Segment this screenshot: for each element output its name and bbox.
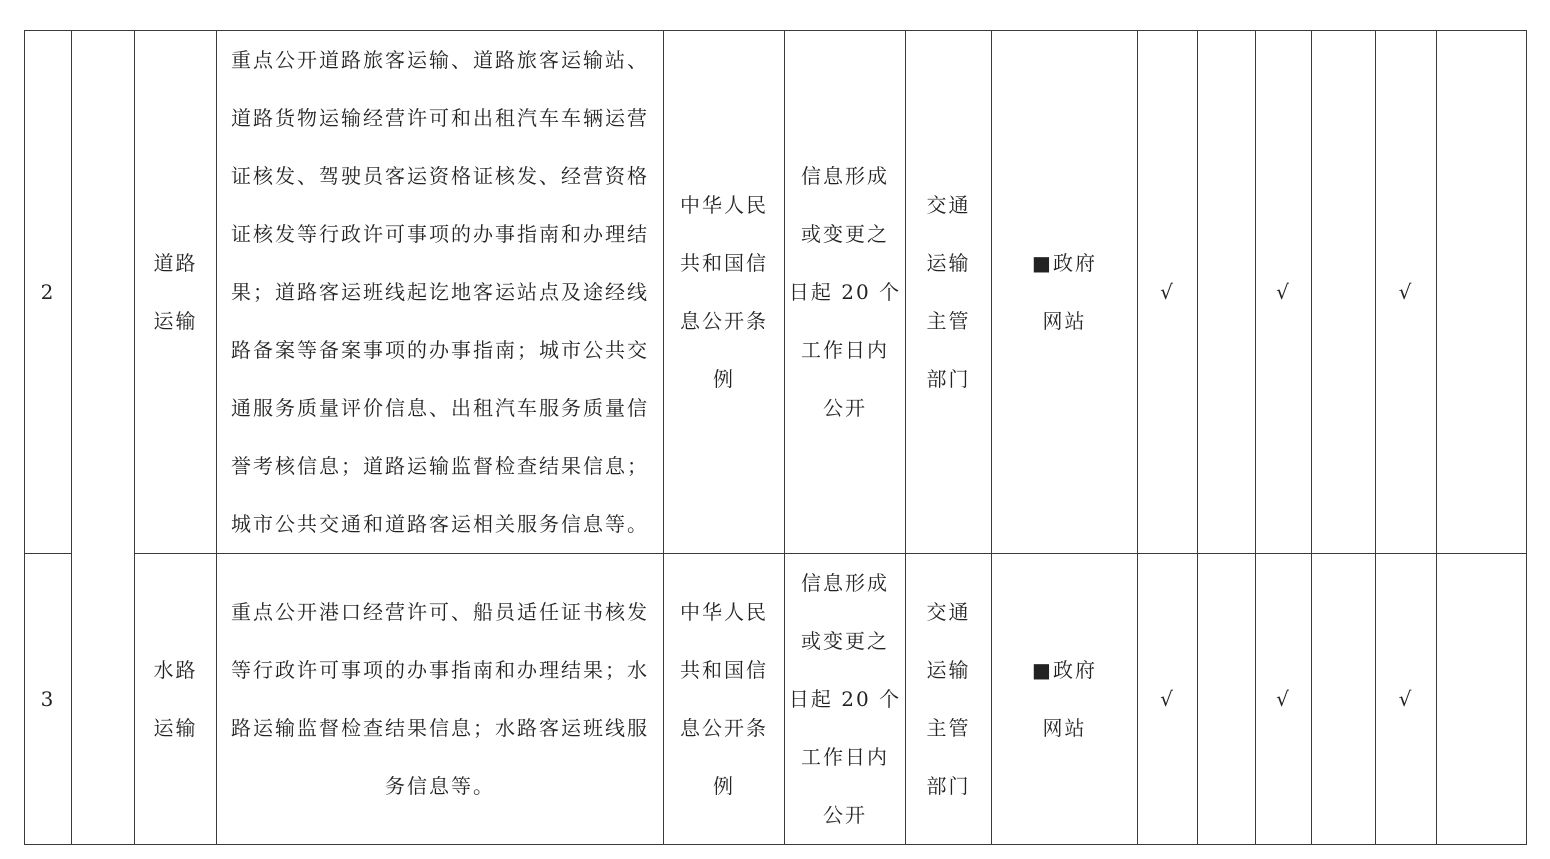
basis-cell — [664, 554, 785, 845]
channel-cell — [992, 31, 1138, 554]
content-line: 果；道路客运班线起讫地客运站点及途经线 — [231, 280, 649, 304]
basis-line: 中华人民 — [680, 193, 768, 217]
check-cell — [1198, 554, 1256, 845]
check-cell: √ — [1138, 31, 1198, 554]
content-line: 路运输监督检查结果信息；水路客运班线服 — [231, 716, 649, 740]
content-line: 务信息等。 — [385, 774, 495, 798]
check-cell — [1437, 554, 1527, 845]
basis-line: 息公开条 — [680, 309, 768, 333]
channel-line: ■政府 — [1032, 658, 1097, 682]
merged-blank-cell — [72, 31, 135, 845]
subject-line: 运输 — [926, 658, 971, 682]
content-line: 重点公开港口经营许可、船员适任证书核发 — [231, 600, 649, 624]
subject-line: 交通 — [926, 193, 971, 217]
time-line: 公开 — [823, 396, 867, 420]
basis-line: 共和国信 — [680, 251, 768, 275]
basis-line: 例 — [713, 774, 735, 798]
check-cell: √ — [1376, 554, 1437, 845]
content-line: 道路货物运输经营许可和出租汽车车辆运营 — [231, 106, 649, 130]
content-line: 城市公共交通和道路客运相关服务信息等。 — [231, 512, 649, 536]
content-line: 通服务质量评价信息、出租汽车服务质量信 — [231, 396, 649, 420]
row-number: 2 — [25, 31, 72, 554]
row-number: 3 — [25, 554, 72, 845]
time-cell — [785, 554, 906, 845]
time-line: 工作日内 — [801, 338, 889, 362]
content-line: 证核发等行政许可事项的办事指南和办理结 — [231, 222, 649, 246]
category-line: 水路 — [153, 658, 198, 682]
content-line: 重点公开道路旅客运输、道路旅客运输站、 — [231, 48, 649, 72]
category-line: 运输 — [153, 716, 198, 740]
time-line: 公开 — [823, 803, 867, 827]
channel-line: 网站 — [1042, 309, 1087, 333]
check-cell — [1312, 31, 1376, 554]
content-line: 路备案等备案事项的办事指南；城市公共交 — [231, 338, 649, 362]
time-line: 或变更之 — [801, 222, 889, 246]
check-cell — [1312, 554, 1376, 845]
category-line: 运输 — [153, 309, 198, 333]
channel-line: 网站 — [1042, 716, 1087, 740]
subject-line: 交通 — [926, 600, 971, 624]
time-cell — [785, 31, 906, 554]
category-cell — [135, 31, 217, 554]
table-row — [25, 554, 1527, 845]
check-cell: √ — [1138, 554, 1198, 845]
subject-line: 部门 — [926, 774, 971, 798]
subject-line: 主管 — [926, 716, 971, 740]
disclosure-table — [24, 30, 1527, 845]
check-cell — [1198, 31, 1256, 554]
basis-line: 例 — [713, 367, 735, 391]
content-line: 证核发、驾驶员客运资格证核发、经营资格 — [231, 164, 649, 188]
subject-cell — [906, 31, 992, 554]
time-line: 工作日内 — [801, 745, 889, 769]
category-line: 道路 — [153, 251, 198, 275]
subject-cell — [906, 554, 992, 845]
time-line: 日起 20 个 — [788, 687, 902, 711]
check-cell: √ — [1256, 31, 1312, 554]
check-cell: √ — [1376, 31, 1437, 554]
subject-line: 运输 — [926, 251, 971, 275]
subject-line: 主管 — [926, 309, 971, 333]
table-row — [25, 31, 1527, 554]
content-cell — [217, 31, 664, 554]
basis-line: 共和国信 — [680, 658, 768, 682]
content-line: 誉考核信息；道路运输监督检查结果信息； — [231, 454, 649, 478]
check-cell — [1437, 31, 1527, 554]
channel-cell — [992, 554, 1138, 845]
basis-cell — [664, 31, 785, 554]
subject-line: 部门 — [926, 367, 971, 391]
time-line: 信息形成 — [801, 571, 889, 595]
time-line: 日起 20 个 — [788, 280, 902, 304]
time-line: 或变更之 — [801, 629, 889, 653]
time-line: 信息形成 — [801, 164, 889, 188]
category-cell — [135, 554, 217, 845]
basis-line: 息公开条 — [680, 716, 768, 740]
channel-line: ■政府 — [1032, 251, 1097, 275]
content-cell — [217, 554, 664, 845]
check-cell: √ — [1256, 554, 1312, 845]
basis-line: 中华人民 — [680, 600, 768, 624]
content-line: 等行政许可事项的办事指南和办理结果；水 — [231, 658, 649, 682]
